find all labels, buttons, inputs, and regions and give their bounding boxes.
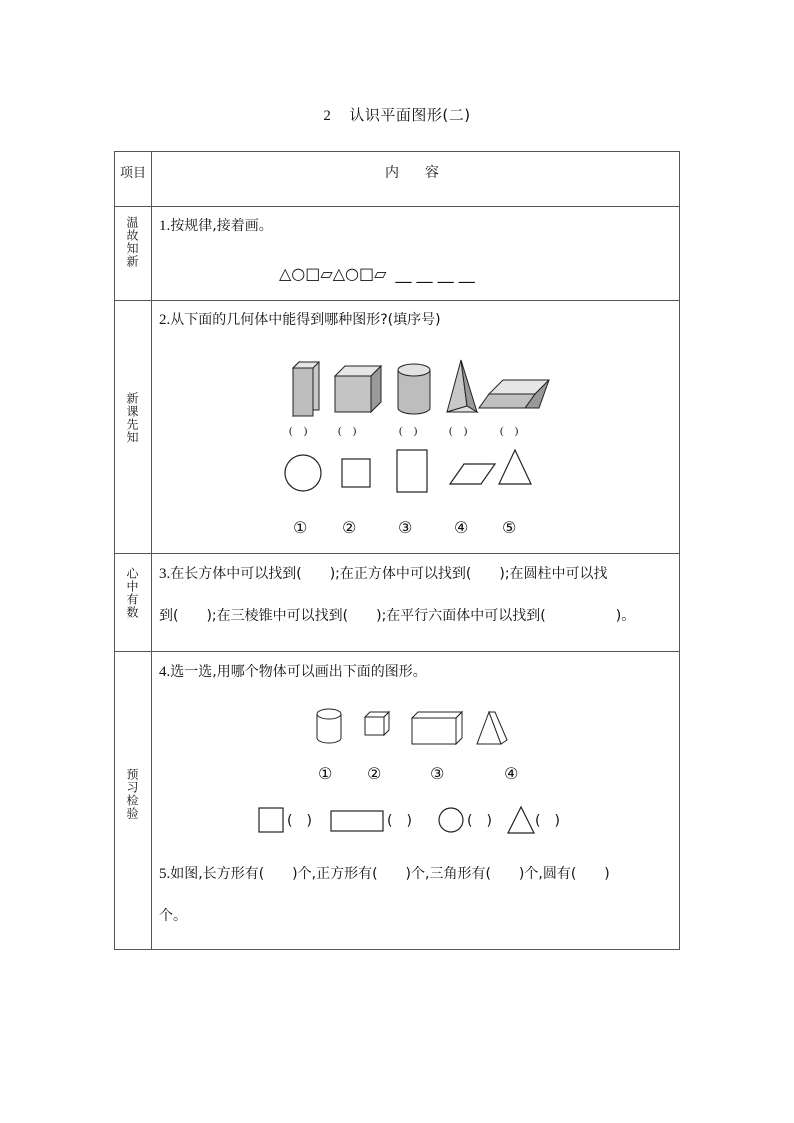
row-divider (115, 300, 679, 301)
section-label-test: 预习检验 (125, 768, 139, 820)
label-5: ⑤ (502, 518, 517, 537)
question-3-line-2: 到( );在三棱锥中可以找到( );在平行六面体中可以找到( )。 (159, 608, 636, 624)
sequence-shapes: △○□▱△○□▱ (279, 264, 387, 283)
section-label-preview: 新课先知 (125, 392, 139, 444)
q4-label-4: ④ (504, 764, 519, 783)
triangular-pyramid-icon (447, 360, 477, 412)
q2-solids (289, 360, 549, 420)
answer-paren-square[interactable]: ( ) (287, 813, 312, 829)
rectangle-icon (397, 450, 427, 492)
pattern-sequence (279, 264, 475, 284)
answer-paren-solid-1[interactable]: ( ) (289, 425, 308, 437)
label-2: ② (342, 518, 357, 537)
cube-icon (335, 366, 381, 412)
square-icon (259, 808, 283, 832)
worksheet-table (114, 151, 680, 950)
cube-icon (365, 712, 389, 735)
parallelepiped-icon (479, 380, 549, 408)
cylinder-icon (398, 364, 430, 414)
triangle-icon (499, 450, 531, 484)
square-icon (342, 459, 370, 487)
q4-label-1: ① (318, 764, 333, 783)
header-content: 内 容 (385, 165, 445, 181)
rectangle-icon (331, 811, 383, 831)
column-divider (151, 152, 152, 949)
cuboid-icon (412, 712, 462, 744)
q4-label-2: ② (367, 764, 382, 783)
triangular-prism-icon (477, 712, 507, 744)
label-4: ④ (454, 518, 469, 537)
title-number: 2 (323, 108, 332, 124)
question-5-line-2: 个。 (159, 908, 187, 924)
question-2: 2.从下面的几何体中能得到哪种图形?(填序号) (159, 312, 441, 328)
q4-objects (315, 708, 515, 748)
cylinder-icon (317, 709, 341, 743)
answer-paren-triangle[interactable]: ( ) (535, 813, 560, 829)
answer-blanks: __ __ __ __ (395, 264, 475, 283)
question-1: 1.按规律,接着画。 (159, 218, 273, 234)
question-3-line-1: 3.在长方体中可以找到( );在正方体中可以找到( );在圆柱中可以找 (159, 566, 608, 582)
question-4: 4.选一选,用哪个物体可以画出下面的图形。 (159, 664, 427, 680)
answer-paren-circle[interactable]: ( ) (467, 813, 492, 829)
label-3: ③ (398, 518, 413, 537)
section-label-check: 心中有数 (125, 567, 139, 619)
row-divider (115, 553, 679, 554)
answer-paren-rectangle[interactable]: ( ) (387, 813, 412, 829)
header-project: 项目 (119, 166, 146, 181)
circle-icon (285, 455, 321, 491)
page-title (0, 104, 794, 125)
q4-label-3: ③ (430, 764, 445, 783)
parallelogram-icon (450, 464, 495, 484)
section-label-review: 温故知新 (125, 216, 139, 268)
row-divider (115, 651, 679, 652)
answer-paren-solid-2[interactable]: ( ) (338, 425, 357, 437)
answer-paren-solid-5[interactable]: ( ) (500, 425, 519, 437)
q2-plane-shapes (283, 450, 543, 496)
title-text: 认识平面图形(二) (349, 106, 471, 124)
cuboid-tall-icon (293, 362, 319, 416)
circle-icon (439, 808, 463, 832)
label-1: ① (293, 518, 308, 537)
answer-paren-solid-4[interactable]: ( ) (449, 425, 468, 437)
question-5-line-1: 5.如图,长方形有( )个,正方形有( )个,三角形有( )个,圆有( ) (159, 866, 610, 882)
row-divider (115, 206, 679, 207)
answer-paren-solid-3[interactable]: ( ) (399, 425, 418, 437)
triangle-icon (508, 807, 534, 833)
